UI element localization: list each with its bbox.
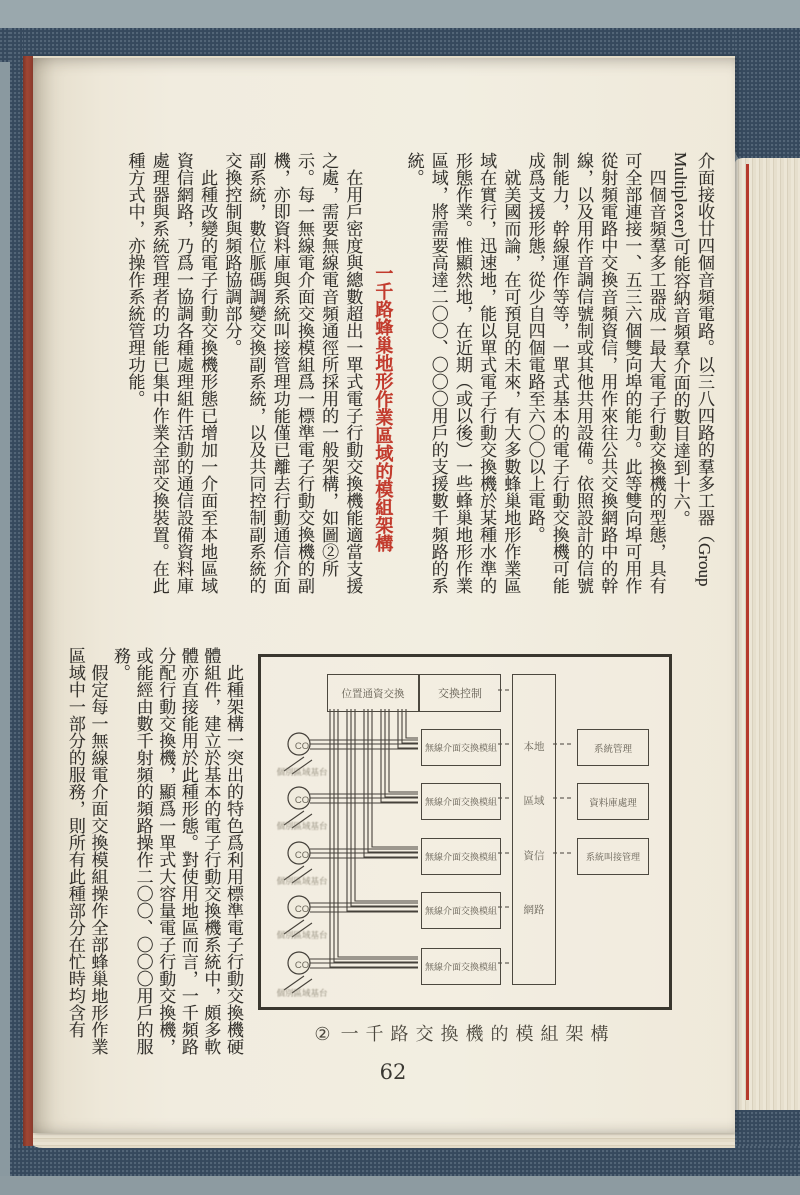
figure-frame [258, 654, 672, 1010]
base-station-label: 個別區域基台 [276, 988, 328, 998]
paragraph-4: 在用戶密度與總數超出一單式電子行動交換機能適當支援之處，需要無線電音頻通徑所採用的一般架構，如圖②所示。每一無線電介面交換模組爲一標準電子行動交換機的副機，亦即資料庫與系統叫接管理功能僅已離去行動通信介面副系統，數位脈碼調變交換副系統，以及共同控制副系統的交換控制與頻路協調部分。 [222, 152, 363, 594]
local-area-network-box [512, 674, 556, 985]
page-surface [33, 56, 735, 1133]
figure-caption-number: ② [314, 1024, 331, 1044]
fore-edge-page-stack [735, 158, 800, 1110]
paragraph-6: 此種架構一突出的特色爲利用標準電子行動交換機硬體組件，建立於基本的電子行動交換機系統中，頗多軟體亦直接能用於此種形態。對使用地區而言，一千頻路分配行動交換機，顯爲一單式大容量電子行動交換機，或能經由數千射頻的頻路操作二〇〇、〇〇〇用戶的服務。 [111, 647, 243, 1055]
paragraph-2: 四個音頻羣多工器成一最大電子行動交換機的型態，具有可全部連接一、五三六個雙向埠的能力。此等雙向埠可用作從射頻電路中交換音頻資信，用作來往公共交換網路中的幹線，以及用作音調信號制或其他共用設備。依照設計的信號制能力，幹線運作等等，一單式基本的電子行動交換機可能成爲支援形態，從少自四個電路至六〇〇以上電路。 [525, 152, 666, 594]
section-heading: 一千路蜂巢地形作業區域的模組架構 [373, 263, 394, 552]
base-station-label: 個別區域基台 [276, 821, 328, 831]
co-label: CO [294, 741, 310, 752]
figure-caption-text: 一千路交換機的模組架構 [340, 1024, 616, 1044]
co-label: CO [294, 960, 310, 971]
spine-binding-strip [23, 56, 33, 1146]
co-label: CO [294, 850, 310, 861]
network-segment-label: 網路 [523, 904, 545, 916]
figure-caption [258, 1020, 672, 1046]
background-top-band [0, 0, 800, 30]
page-number: 62 [379, 1060, 407, 1084]
fore-edge-red-line [746, 164, 749, 1100]
base-station-label: 個別區域基台 [276, 767, 328, 777]
system-management-box: 系統管理 [577, 729, 649, 766]
co-label: CO [294, 795, 310, 806]
book-cover-right-edge [735, 28, 800, 163]
paragraph-3: 就美國而論，在可預見的未來，有大多數蜂巢地形作業區域在實行，迅速地，能以單式電子行動交換機於某種水準的形態作業。惟顯然地，在近期（或以後）一些蜂巢地形作業區域，將需要高達二〇〇、〇〇〇用戶的支援數千頻路的系統。 [404, 152, 521, 594]
database-processing-box: 資料庫處理 [577, 783, 649, 820]
base-station-label: 個別區域基台 [276, 930, 328, 940]
upper-text-block [84, 152, 716, 594]
paragraph-5: 此種改變的電子行動交換機形態已增加一介面至本地區域資信網路，乃爲一協調各種處理組件活動的通信設備資料庫處理器與系統管理者的功能已集中作業全部交換裝置。在此種方式中，亦操作系統管理功能。 [125, 152, 218, 594]
switch-control-box: 交換控制 [419, 674, 501, 712]
book-cover-left-edge [10, 28, 23, 1178]
network-segment-label: 區域 [523, 795, 545, 807]
base-station-label: 個別區域基台 [276, 876, 328, 886]
system-call-management-box: 系統叫接管理 [577, 838, 649, 875]
radio-interface-switch-module-box: 無線介面交換模組 [421, 948, 501, 985]
book-cover-bottom-edge [10, 1146, 800, 1178]
network-segment-label: 資信 [523, 850, 545, 862]
radio-interface-switch-module-box: 無線介面交換模組 [421, 729, 501, 766]
network-segment-label: 本地 [523, 741, 545, 753]
paragraph-7: 假定每一無線電介面交換模組操作全部蜂巢地形作業區域中一部分的服務，則所有此種部分在忙時均含有 [65, 647, 108, 1055]
radio-interface-switch-module-box: 無線介面交換模組 [421, 892, 501, 929]
radio-interface-switch-module-box: 無線介面交換模組 [421, 783, 501, 820]
radio-interface-switch-module-box: 無線介面交換模組 [421, 838, 501, 875]
co-label: CO [294, 904, 310, 915]
background-bottom-band [0, 1176, 800, 1195]
lower-text-block [62, 647, 244, 1055]
location-info-switch-box: 位置通資交換 [327, 674, 419, 712]
paragraph-1: 介面接收廿四個音頻電路。以三八四路的羣多工器（Group Multiplexer)可能容納音頻羣介面的數目達到十六。 [670, 152, 714, 587]
